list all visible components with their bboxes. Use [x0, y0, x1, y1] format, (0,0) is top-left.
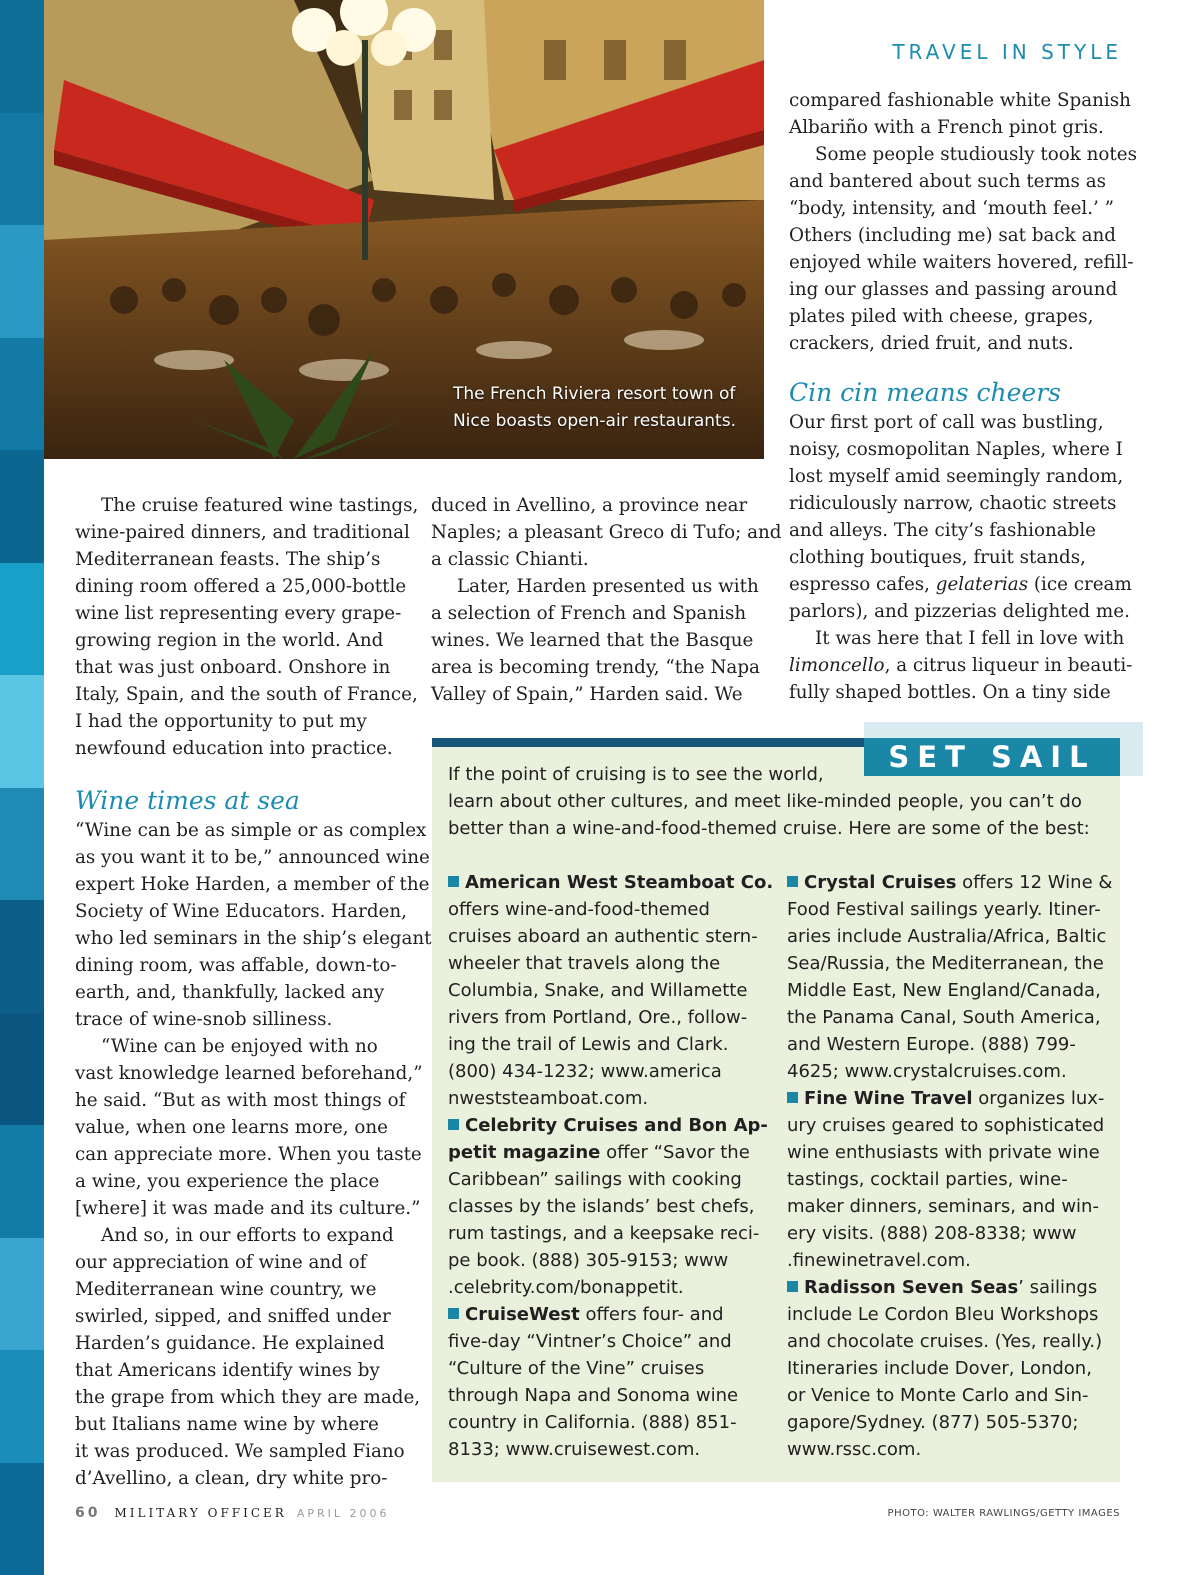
text-line: newfound education into practice. [75, 738, 393, 759]
text-line: and chocolate cruises. (Yes, really.) [787, 1331, 1103, 1352]
text-line: wine enthusiasts with private wine [787, 1142, 1100, 1163]
square-bullet-icon [787, 1281, 798, 1292]
text-line: offers wine-and-food-themed [448, 899, 710, 920]
text-line: Society of Wine Educators. Harden, [75, 901, 407, 922]
text-line: rum tastings, and a keepsake reci- [448, 1223, 760, 1244]
section-kicker: TRAVEL IN STYLE [892, 40, 1122, 64]
text-line: clothing boutiques, fruit stands, [789, 547, 1086, 568]
paragraph [431, 492, 782, 573]
square-bullet-icon [787, 876, 798, 887]
page-number: 60 [75, 1505, 101, 1521]
text-line: learn about other cultures, and meet like-minded people, you can’t do [448, 791, 1082, 812]
square-bullet-icon [448, 876, 459, 887]
cruise-listing-title [448, 869, 774, 896]
text-line: And so, in our efforts to expand [101, 1225, 394, 1246]
text-line: Middle East, New England/Canada, [787, 980, 1101, 1001]
sidebar-column-2 [787, 869, 1113, 1463]
text-line: and bantered about such terms as [789, 171, 1107, 192]
paragraph [789, 625, 1133, 706]
text-line: If the point of cruising is to see the world, [448, 764, 824, 785]
text-line: “body, intensity, and ‘mouth feel.’ ” [789, 198, 1115, 219]
text-line: Italy, Spain, and the south of France, [75, 684, 418, 705]
cruise-listing-title [787, 869, 1113, 896]
magazine-name: MILITARY OFFICER [114, 1506, 287, 1520]
text-line: maker dinners, seminars, and win- [787, 1196, 1099, 1217]
text-line: ridiculously narrow, chaotic streets [789, 493, 1117, 514]
text-line: noisy, cosmopolitan Naples, where I [789, 439, 1123, 460]
paragraph [789, 409, 1132, 625]
text-line: nweststeamboat.com. [448, 1088, 649, 1109]
text-line: that Americans identify wines by [75, 1360, 380, 1381]
text-line: plates piled with cheese, grapes, [789, 306, 1094, 327]
text-line: Mediterranean feasts. The ship’s [75, 549, 381, 570]
text-line: Naples; a pleasant Greco di Tufo; and [431, 522, 782, 543]
text-line: country in California. (888) 851- [448, 1412, 737, 1433]
stripe-band [0, 788, 44, 901]
sidebar-column-1 [448, 869, 774, 1463]
text-line: value, when one learns more, one [75, 1117, 388, 1138]
text-line: expert Hoke Harden, a member of the [75, 874, 430, 895]
text-line: Our first port of call was bustling, [789, 412, 1104, 433]
text-line: Others (including me) sat back and [789, 225, 1116, 246]
stripe-band [0, 338, 44, 451]
cruise-line-name: CruiseWest [465, 1304, 580, 1325]
caption-line: Nice boasts open-air restaurants. [452, 411, 736, 431]
stripe-band [0, 675, 44, 788]
text-line: Columbia, Snake, and Willamette [448, 980, 748, 1001]
cruise-listing-title [787, 1274, 1107, 1301]
text-line: duced in Avellino, a province near [431, 495, 748, 516]
stripe-band [0, 1238, 44, 1351]
text-line: Itineraries include Dover, London, [787, 1358, 1092, 1379]
text-line: www.rssc.com. [787, 1439, 922, 1460]
text-line: pe book. (888) 305-9153; www [448, 1250, 729, 1271]
text-line: Mediterranean wine country, we [75, 1279, 377, 1300]
text-line: .finewinetravel.com. [787, 1250, 971, 1271]
paragraph [431, 573, 771, 708]
paragraph [75, 1033, 423, 1222]
square-bullet-icon [448, 1308, 459, 1319]
cruise-listing-title [787, 1085, 1107, 1112]
text-line: through Napa and Sonoma wine [448, 1385, 739, 1406]
text-line: trace of wine-snob silliness. [75, 1009, 333, 1030]
text-line: Harden’s guidance. He explained [75, 1333, 385, 1354]
stripe-band [0, 1350, 44, 1463]
page-footer [75, 1505, 390, 1521]
text-line: Food Festival sailings yearly. Itiner- [787, 899, 1101, 920]
text-line: or Venice to Monte Carlo and Sin- [787, 1385, 1089, 1406]
text-line: [where] it was made and its culture.” [75, 1198, 421, 1219]
text-line: a wine, you experience the place [75, 1171, 380, 1192]
text-line: and alleys. The city’s fashionable [789, 520, 1097, 541]
subheading-wine-times: Wine times at sea [75, 786, 300, 815]
stripe-band [0, 0, 44, 113]
text-fragment: (ice cream [1033, 574, 1132, 595]
text-line: The cruise featured wine tastings, [101, 495, 419, 516]
cruise-line-name: petit magazine [448, 1142, 601, 1163]
text-line: who led seminars in the ship’s elegant [75, 928, 432, 949]
text-fragment: espresso cafes, [789, 574, 930, 595]
text-line: enjoyed while waiters hovered, refill- [789, 252, 1134, 273]
text-line: lost myself amid seemingly random, [789, 466, 1124, 487]
article-column-1 [75, 492, 432, 1492]
text-line: ery visits. (888) 208-8338; www [787, 1223, 1077, 1244]
text-line: .celebrity.com/bonappetit. [448, 1277, 684, 1298]
text-line: Valley of Spain,” Harden said. We [431, 684, 743, 705]
text-line: he said. “But as with most things of [75, 1090, 406, 1111]
text-line: Caribbean” sailings with cooking [448, 1169, 742, 1190]
text-line: the Panama Canal, South America, [787, 1007, 1101, 1028]
text-line: vast knowledge learned beforehand,” [75, 1063, 423, 1084]
stripe-band [0, 900, 44, 1013]
text-fragment: offers 12 Wine & [956, 872, 1113, 893]
stripe-band [0, 225, 44, 338]
text-line: classes by the islands’ best chefs, [448, 1196, 755, 1217]
subheading-cin-cin: Cin cin means cheers [789, 378, 1061, 407]
text-line: 8133; www.cruisewest.com. [448, 1439, 701, 1460]
text-line: growing region in the world. And [75, 630, 384, 651]
square-bullet-icon [787, 1092, 798, 1103]
text-line: ury cruises geared to sophisticated [787, 1115, 1105, 1136]
text-line: area is becoming trendy, “the Napa [431, 657, 760, 678]
text-line [789, 574, 1132, 595]
text-line: (800) 434-1232; www.america [448, 1061, 722, 1082]
paragraph [789, 141, 1137, 357]
text-line: Albariño with a French pinot gris. [789, 117, 1104, 138]
text-fragment: offer “Savor the [600, 1142, 750, 1163]
caption-line: The French Riviera resort town of [452, 384, 736, 404]
text-line: “Culture of the Vine” cruises [448, 1358, 705, 1379]
text-line: Sea/Russia, the Mediterranean, the [787, 953, 1104, 974]
text-line: dining room offered a 25,000-bottle [75, 576, 407, 597]
text-line: wheeler that travels along the [448, 953, 721, 974]
text-line: compared fashionable white Spanish [789, 90, 1131, 111]
text-fragment: , a citrus liqueur in beauti- [884, 655, 1133, 676]
text-line: It was here that I fell in love with [815, 628, 1125, 649]
text-line: earth, and, thankfully, lacked any [75, 982, 385, 1003]
text-line: I had the opportunity to put my [75, 711, 367, 732]
cruise-listing-title [448, 1112, 768, 1139]
paragraph [75, 1222, 421, 1492]
text-line: swirled, sipped, and sniffed under [75, 1306, 391, 1327]
text-line [789, 655, 1132, 676]
text-line: that was just onboard. Onshore in [75, 657, 391, 678]
text-line: wine list representing every grape- [75, 603, 402, 624]
sidebar-intro [448, 761, 1108, 842]
square-bullet-icon [448, 1119, 459, 1130]
photo-caption [453, 381, 736, 435]
text-line: ing the trail of Lewis and Clark. [448, 1034, 729, 1055]
text-line: the grape from which they are made, [75, 1387, 421, 1408]
text-line: as you want it to be,” announced wine [75, 847, 430, 868]
text-line: aries include Australia/Africa, Baltic [787, 926, 1107, 947]
text-line [448, 1139, 768, 1166]
italic-term: gelaterias [935, 574, 1029, 595]
article-column-3 [789, 87, 1137, 706]
text-line: better than a wine-and-food-themed cruise. Here are some of the best: [448, 818, 1090, 839]
cruise-line-name: Fine Wine Travel [804, 1088, 973, 1109]
text-line: crackers, dried fruit, and nuts. [789, 333, 1074, 354]
text-line: five-day “Vintner’s Choice” and [448, 1331, 732, 1352]
sidebar-top-rule [432, 738, 864, 747]
stripe-band [0, 563, 44, 676]
text-line: cruises aboard an authentic stern- [448, 926, 758, 947]
stripe-band [0, 1013, 44, 1126]
side-color-stripe [0, 0, 44, 1575]
text-line: can appreciate more. When you taste [75, 1144, 422, 1165]
cruise-listing-title [448, 1301, 768, 1328]
text-fragment: organizes lux- [972, 1088, 1105, 1109]
article-column-2 [431, 492, 782, 708]
cruise-line-name: Celebrity Cruises and Bon Ap- [465, 1115, 768, 1136]
sidebar-title: SET SAIL [864, 738, 1120, 776]
text-line: tastings, cocktail parties, wine- [787, 1169, 1068, 1190]
italic-term: limoncello [789, 655, 885, 676]
text-line: fully shaped bottles. On a tiny side [789, 682, 1111, 703]
text-line: a selection of French and Spanish [431, 603, 747, 624]
text-line: wine-paired dinners, and traditional [75, 522, 410, 543]
stripe-band [0, 1463, 44, 1575]
text-line: Later, Harden presented us with [457, 576, 759, 597]
restaurant-street-photo [44, 0, 764, 459]
cruise-line-name: Radisson Seven Seas [804, 1277, 1019, 1298]
paragraph [75, 817, 432, 1033]
text-line: but Italians name wine by where [75, 1414, 379, 1435]
text-line: parlors), and pizzerias delighted me. [789, 601, 1130, 622]
cruise-line-name: American West Steamboat Co. [465, 872, 774, 893]
text-line: it was produced. We sampled Fiano [75, 1441, 405, 1462]
text-line: a classic Chianti. [431, 549, 589, 570]
text-line: dining room, was affable, down-to- [75, 955, 397, 976]
cruise-line-name: Crystal Cruises [804, 872, 957, 893]
text-line: gapore/Sydney. (877) 505-5370; [787, 1412, 1079, 1433]
text-line: include Le Cordon Bleu Workshops [787, 1304, 1099, 1325]
text-line: and Western Europe. (888) 799- [787, 1034, 1076, 1055]
photo-credit: PHOTO: WALTER RAWLINGS/GETTY IMAGES [887, 1508, 1120, 1519]
text-line: ing our glasses and passing around [789, 279, 1118, 300]
text-fragment: offers four- and [579, 1304, 724, 1325]
stripe-band [0, 1125, 44, 1238]
text-line: rivers from Portland, Ore., follow- [448, 1007, 748, 1028]
paragraph [75, 492, 419, 762]
text-line: “Wine can be enjoyed with no [101, 1036, 378, 1057]
text-line: 4625; www.crystalcruises.com. [787, 1061, 1067, 1082]
text-line: “Wine can be as simple or as complex [75, 820, 427, 841]
stripe-band [0, 450, 44, 563]
text-line: wines. We learned that the Basque [431, 630, 754, 651]
text-line: Some people studiously took notes [815, 144, 1137, 165]
text-line: our appreciation of wine and of [75, 1252, 367, 1273]
issue-date: APRIL 2006 [296, 1507, 390, 1520]
text-fragment: ’ sailings [1018, 1277, 1098, 1298]
paragraph [789, 87, 1131, 141]
text-line: d’Avellino, a clean, dry white pro- [75, 1468, 388, 1489]
stripe-band [0, 113, 44, 226]
